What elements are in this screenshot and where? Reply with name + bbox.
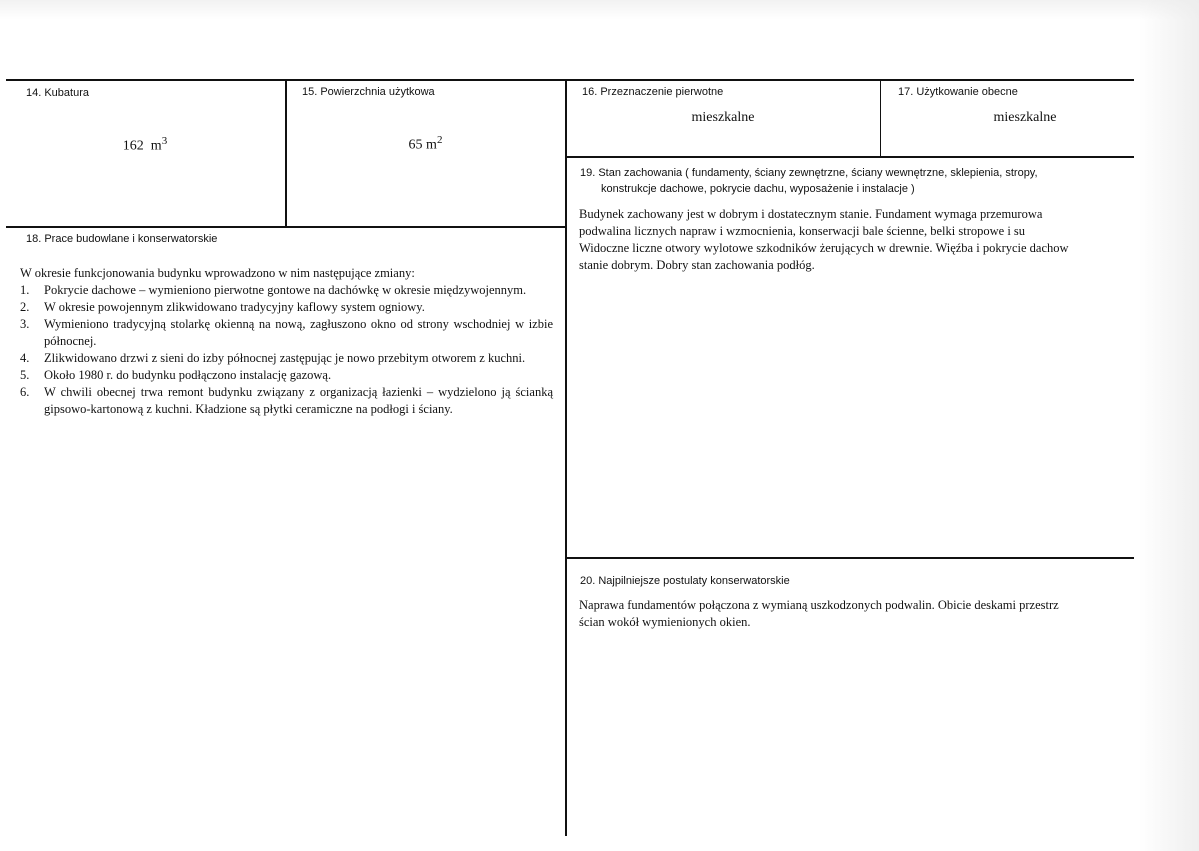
- field-15-number: 65: [408, 137, 423, 153]
- field-15-label: 15. Powierzchnia użytkowa: [302, 86, 435, 98]
- scan-right-shade: [1139, 0, 1199, 851]
- list-item-number: 2.: [20, 300, 30, 314]
- field-18-label: 18. Prace budowlane i konserwatorskie: [26, 233, 218, 245]
- field-20-line: ścian wokół wymienionych okien.: [579, 615, 751, 629]
- line-under-16-17: [565, 156, 1134, 158]
- divider-16-17: [880, 79, 881, 157]
- field-20-line: Naprawa fundamentów połączona z wymianą uszkodzonych podwalin. Obicie deskami przestrz: [579, 598, 1059, 612]
- list-item-text: Zlikwidowano drzwi z sieni do izby północnej zastępując je nowo przebitym otworem z kuchni.: [44, 351, 526, 365]
- list-item: [20, 316, 553, 350]
- scan-top-shade: [0, 0, 1199, 20]
- field-15-unit: m: [426, 137, 437, 153]
- list-item: [20, 384, 553, 418]
- field-17-label: 17. Użytkowanie obecne: [898, 86, 1018, 98]
- list-item-text: Pokrycie dachowe – wymieniono pierwotne gontowe na dachówkę w okresie międzywojennym.: [44, 283, 527, 297]
- field-14-unit-exponent: 3: [161, 135, 168, 147]
- field-14-value: [10, 135, 280, 155]
- field-19-line: Widoczne liczne otwory wylotowe szkodników żerujących w drewnie. Więźba i pokrycie dachow: [579, 241, 1069, 255]
- field-19-label-line-1: 19. Stan zachowania ( fundamenty, ściany zewnętrzne, ściany wewnętrzne, sklepienia, stropy,: [580, 167, 1038, 179]
- field-18-list: [20, 282, 553, 418]
- field-19-line: podwalina licznych napraw i wzmocnienia, konserwacji bale ścienne, belki stropowe i su: [579, 224, 1026, 238]
- list-item: [20, 299, 553, 316]
- line-above-20: [565, 557, 1134, 559]
- field-19-body: [579, 206, 1134, 274]
- list-item-text: Około 1980 r. do budynku podłączono instalację gazową.: [44, 368, 332, 382]
- field-15-unit-exponent: 2: [436, 134, 443, 146]
- list-item-number: 1.: [20, 283, 30, 297]
- field-18-intro: W okresie funkcjonowania budynku wprowadzono w nim następujące zmiany:: [20, 266, 415, 280]
- line-above-18: [6, 226, 566, 228]
- list-item-text: W okresie powojennym zlikwidowano tradycyjny kaflowy system ogniowy.: [44, 300, 425, 314]
- list-item-number: 6.: [20, 385, 30, 399]
- center-divider: [565, 79, 567, 836]
- field-16-label: 16. Przeznaczenie pierwotne: [582, 86, 724, 98]
- list-item-number: 5.: [20, 368, 30, 382]
- field-14-label: 14. Kubatura: [26, 87, 89, 99]
- field-16-value: mieszkalne: [691, 110, 755, 125]
- list-item-text: W chwili obecnej trwa remont budynku związany z organizacją łazienki – wydzielono ją ścianką gipsowo-kartonową z kuchni. Kładzione są płytki ceramiczne na podłogi i ściany.: [44, 385, 553, 416]
- list-item-text: Wymieniono tradycyjną stolarkę okienną na nową, zagłuszono okno od strony wschodniej w izbie północnej.: [44, 317, 553, 348]
- list-item-number: 3.: [20, 317, 30, 331]
- field-17-value: mieszkalne: [993, 110, 1057, 125]
- field-19-line: Budynek zachowany jest w dobrym i dostatecznym stanie. Fundament wymaga przemurowa: [579, 207, 1043, 221]
- field-14-number: 162: [122, 138, 144, 154]
- top-border-line: [6, 79, 1134, 81]
- field-19-label-line-2: konstrukcje dachowe, pokrycie dachu, wyposażenie i instalacje ): [601, 183, 915, 195]
- field-19-line: stanie dobrym. Dobry stan zachowania podłóg.: [579, 258, 815, 272]
- list-item: [20, 367, 553, 384]
- list-item: [20, 350, 553, 367]
- field-14-unit: m: [150, 138, 162, 154]
- list-item: [20, 282, 553, 299]
- field-15-value: [288, 134, 563, 154]
- field-18-body: [20, 265, 553, 418]
- divider-14-15: [285, 79, 287, 227]
- field-20-body: [579, 597, 1134, 631]
- list-item-number: 4.: [20, 351, 30, 365]
- field-20-label: 20. Najpilniejsze postulaty konserwatorskie: [580, 575, 790, 587]
